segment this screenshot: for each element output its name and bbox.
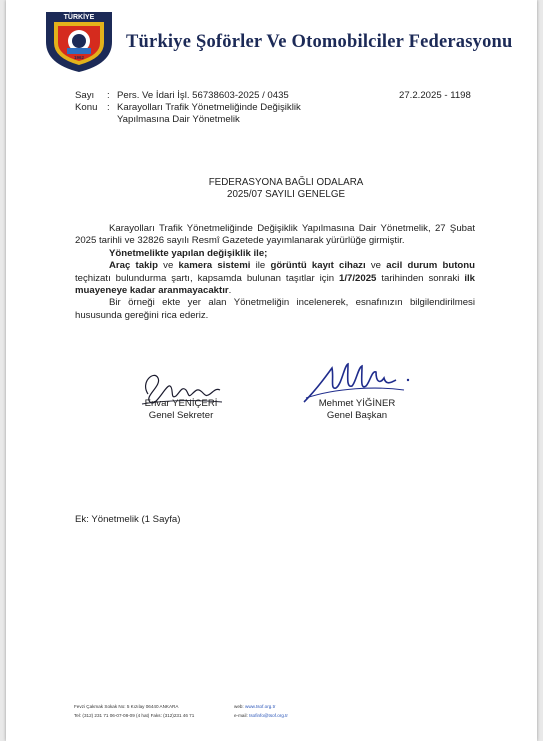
p3-bold-5: görüntü kayıt cihazı [270, 260, 366, 272]
document-date: 27.2.2025 - 1198 [399, 90, 471, 101]
p3-text-4: ile [250, 260, 271, 272]
heading-line-2: 2025/07 SAYILI GENELGE [227, 189, 345, 200]
secretary-title: Genel Sekreter [148, 410, 214, 421]
p3-bold-3: kamera sistemi [178, 260, 251, 272]
sayi-separator: : [107, 90, 110, 101]
p3-text-10: tarihinden sonraki [376, 272, 465, 284]
footer-email-label: e-mail: [234, 713, 248, 718]
footer-contact [74, 702, 194, 720]
reference-block [75, 90, 317, 126]
secretary-name: Envar YENİÇERİ [144, 398, 218, 409]
federation-title: Türkiye Şoförler Ve Otomobilciler Federasyonu [126, 32, 513, 52]
president-title: Genel Başkan [326, 410, 388, 421]
paragraph-2-text: Yönetmelikte yapılan değişiklik ile; [109, 247, 268, 259]
circular-heading [156, 177, 416, 201]
footer-email-link[interactable]: tsofinfo@tsof.org.tr [249, 713, 288, 718]
paragraph-2 [75, 248, 475, 260]
p3-bold-11: ilk muayeneye kadar aranmayacaktır [75, 272, 475, 297]
p3-text-8: teçhizatı bulundurma şartı, kapsamda bulunan taşıtlar için [75, 272, 340, 284]
sayi-value: Pers. Ve İdari İşl. 56738603-2025 / 0435 [117, 90, 289, 101]
p3-bold-7: acil durum butonu [386, 260, 476, 272]
letter-body [75, 223, 475, 322]
sayi-label: Sayı [75, 90, 95, 101]
signature-president [302, 398, 412, 422]
footer-online [234, 702, 288, 720]
p3-bold-9: 1/7/2025 [339, 272, 377, 284]
signature-secretary [126, 398, 236, 422]
president-name: Mehmet YİĞİNER [318, 398, 396, 409]
p3-text-6: ve [365, 260, 387, 272]
konu-label: Konu [75, 102, 98, 113]
footer-phone: Tel: (312) 231 71 06-07-08-09 (4 hat) Faks: (312)231 46 71 [74, 713, 195, 718]
logo-arc-text: TÜRKİYE [63, 14, 95, 21]
footer-web-link[interactable]: www.tsof.org.tr [245, 704, 276, 709]
konu-value: Karayolları Trafik Yönetmeliğinde Değişiklik Yapılmasına Dair Yönetmelik [117, 102, 301, 125]
paragraph-3 [75, 260, 475, 297]
footer-address: Fevzi Çakmak Sokak No: 5 Kızılay 06440 ANKARA [74, 704, 179, 709]
paragraph-4: Bir örneği ekte yer alan Yönetmeliğin incelenerek, esnafınızın bilgilendirilmesi hususunda gereğini rica ederiz. [75, 297, 475, 321]
p3-bold-1: Araç takip [109, 260, 158, 272]
letter-page [6, 0, 537, 741]
konu-separator: : [107, 102, 110, 113]
logo-year: 1962 [73, 55, 85, 60]
federation-logo [42, 8, 116, 74]
footer-web-label: web: [234, 704, 244, 709]
heading-line-1: FEDERASYONA BAĞLI ODALARA [208, 177, 364, 188]
p3-text-12: . [228, 285, 232, 297]
attachment-note: Ek: Yönetmelik (1 Sayfa) [75, 514, 181, 525]
p3-text-2: ve [157, 260, 179, 272]
paragraph-1: Karayolları Trafik Yönetmeliğinde Değişiklik Yapılmasına Dair Yönetmelik, 27 Şubat 2025 tarihli ve 32826 sayılı Resmî Gazetede yayımlanarak yürürlüğe girmiştir. [75, 223, 475, 247]
